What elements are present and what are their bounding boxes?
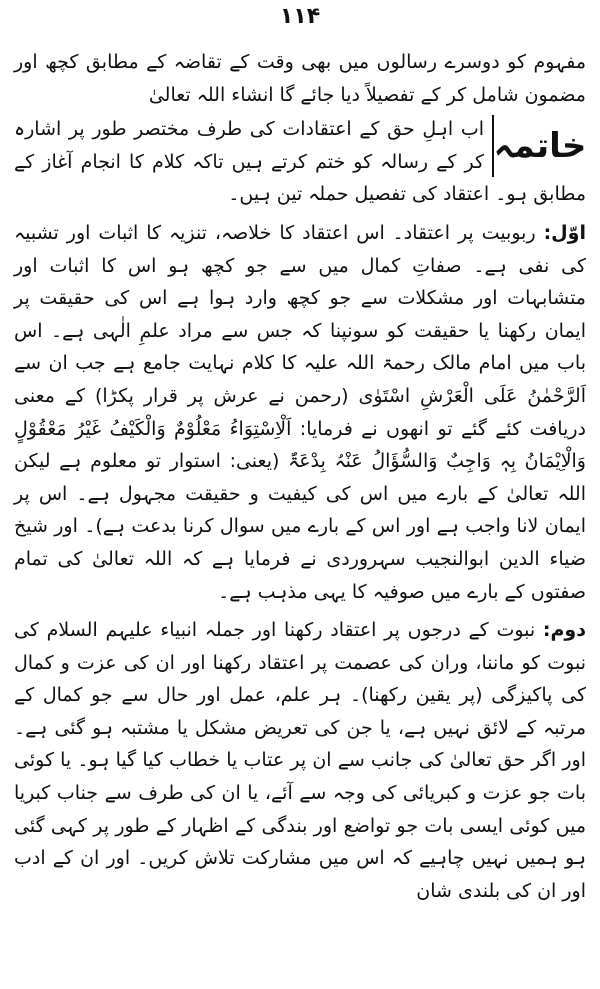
page-number: ۱۱۴ [279,4,321,29]
khatima-paragraph: اب اہلِ حق کے اعتقادات کی طرف مختصر طور پر اشارہ کر کے رسالہ کو ختم کرتے ہیں تاکہ کلام کا انجام آغاز کے مطابق ہو۔ اعتقاد کی تفصیل حملہ تین ہیں۔ [14,118,586,206]
section-awwal [14,217,586,608]
section-doyam-text: نبوت کے درجوں پر اعتقاد رکھنا اور جملہ انبیاء علیہم السلام کی نبوت کو ماننا، وران کی عصمت پر اعتقاد رکھنا اور ان کی عزت و کمال کی پاکیزگی (پر یقین رکھنا)۔ ہر علم، عمل اور حال سے جو کمال کے مرتبہ کے لائق نہیں ہے، یا جن کی تعریض مشکل یا مشتبہ ہو گئی ہے۔ اور اگر حق تعالیٰ کی جانب سے ان پر عتاب یا خطاب کیا گیا ہو۔ یا کوئی بات جو عزت و کبریائی کی وجہ سے آئے، یا ان کی طرف سے جناب کبریا میں کوئی ایسی بات جو تواضع اور بندگی کے اظہار کے طور پر کہی گئی ہو ہمیں نہیں چاہیے کہ اس میں مشارکت تلاش کریں۔ اور ان کے ادب اور ان کی بلندی شان [14,619,586,902]
khatima-heading: خاتمہ [492,115,586,177]
section-awwal-lead: اوّل: [543,221,586,244]
khatima-section [14,113,586,211]
section-doyam-lead: دوم: [542,619,586,642]
intro-paragraph: مفہوم کو دوسرے رسالوں میں بھی وقت کے تقاضہ کے مطابق کچھ اور مضمون شامل کر کے تفصیلاً دیا جائے گا انشاء اللہ تعالیٰ [14,51,586,106]
section-doyam [14,614,586,907]
page-body [14,46,586,907]
section-awwal-text: ربوبیت پر اعتقاد۔ اس اعتقاد کا خلاصہ، تنزیہ کا اثبات اور تشبیہ کی نفی ہے۔ صفاتِ کمال میں سے جو کچھ ہو اس کا اثبات اور متشابہات اور مشکلات سے جو کچھ وارد ہوا ہے اس کی حقیقت پر ایمان رکھنا یا حقیقت کو سونپنا کہ جس سے مراد علمِ الٰہی ہے۔ اس باب میں امام مالک رحمۃ اللہ علیہ کا کلام نہایت جامع ہے جب ان سے اَلرَّحْمٰنُ عَلَی الْعَرْشِ اسْتَوٰی (رحمن نے عرش پر قرار پکڑا) کے معنی دریافت کئے گئے تو انھوں نے فرمایا: اَلْاِسْتِوَاءُ مَعْلُوْمٌ وَالْکَیْفُ غَیْرُ مَعْقُوْلٍ وَالْاِیْمَانُ بِہٖ وَاجِبٌ وَالسُّؤَالُ عَنْہُ بِدْعَۃٌ (یعنی: استوار تو معلوم ہے لیکن اللہ تعالیٰ کے بارے میں اس کی کیفیت و حقیقت مجہول ہے۔ اس پر ایمان لانا واجب ہے اور اس کے بارے میں سوال کرنا بدعت ہے)۔ اور شیخ ضیاء الدین ابوالنجیب سہروردی نے فرمایا ہے کہ اللہ تعالیٰ کی تمام صفتوں کے بارے میں صوفیہ کا یہی مذہب ہے۔ [14,221,586,603]
